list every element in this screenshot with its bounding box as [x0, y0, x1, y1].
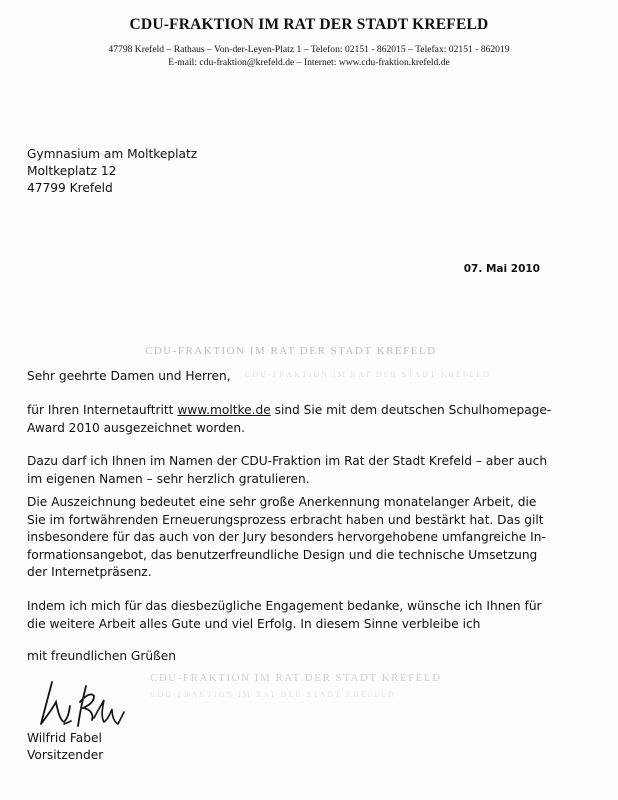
watermark-stamp-bottom-faint: CDU-FRAKTION IM RAT DER STADT KREFELD — [150, 690, 396, 699]
recipient-name: Gymnasium am Moltkeplatz — [27, 147, 198, 161]
letterhead-contact: E-mail: cdu-fraktion@krefeld.de – Internet: www.cdu-fraktion.krefeld.de — [168, 57, 450, 68]
paragraph-congratulations — [27, 453, 607, 488]
salutation: Sehr geehrte Damen und Herren, — [27, 369, 231, 383]
signer-block — [27, 730, 103, 764]
recipient-city: 47799 Krefeld — [27, 181, 113, 195]
paragraph-recognition-line4: formationsangebot, das benutzerfreundliche Design und die technische Umsetzung — [27, 547, 538, 562]
watermark-stamp-top-faint: CDU-FRAKTION IM RAT DER STADT KREFELD — [245, 370, 491, 379]
watermark-stamp-top: CDU-FRAKTION IM RAT DER STADT KREFELD — [145, 345, 437, 357]
paragraph-recognition-line3: insbesondere für das auch von der Jury besonders hervorgehobene umfangreiche In- — [27, 530, 546, 544]
signer-name: Wilfrid Fabel — [27, 731, 102, 745]
paragraph-congratulations-line1: Dazu darf ich Ihnen im Namen der CDU-Fraktion im Rat der Stadt Krefeld – aber auch — [27, 454, 548, 468]
paragraph-recognition-line2: Sie im fortwährenden Erneuerungsprozess erbracht haben und bestärkt hat. Das gilt — [27, 512, 544, 527]
signer-role: Vorsitzender — [27, 748, 104, 762]
paragraph-thanks — [27, 598, 607, 633]
handwritten-signature — [38, 672, 128, 734]
paragraph-award-text-b: sind Sie mit dem deutschen Schulhomepage- — [270, 403, 552, 417]
paragraph-award-text-a: für Ihren Internetauftritt — [27, 403, 178, 417]
letter-date: 07. Mai 2010 — [463, 263, 540, 275]
paragraph-award-line2: Award 2010 ausgezeichnet worden. — [27, 420, 245, 435]
paragraph-recognition-line5: der Internetpräsenz. — [27, 565, 152, 579]
paragraph-recognition-line1: Die Auszeichnung bedeutet eine sehr große Anerkennung monatelanger Arbeit, die — [27, 495, 537, 509]
recipient-address — [27, 146, 197, 197]
paragraph-thanks-line1: Indem ich mich für das diesbezügliche Engagement bedanke, wünsche ich Ihnen für — [27, 599, 542, 613]
recipient-street: Moltkeplatz 12 — [27, 164, 117, 178]
closing: mit freundlichen Grüßen — [27, 649, 176, 663]
watermark-stamp-bottom: CDU-FRAKTION IM RAT DER STADT KREFELD — [150, 672, 442, 684]
letterhead-title: CDU-FRAKTION IM RAT DER STADT KREFELD — [129, 16, 489, 33]
paragraph-recognition — [27, 494, 607, 582]
paragraph-congratulations-line2: im eigenen Namen – sehr herzlich gratulieren. — [27, 471, 310, 486]
letterhead-address: 47798 Krefeld – Rathaus – Von-der-Leyen-Platz 1 – Telefon: 02151 - 862015 – Telefax: 02151 - 862019 — [108, 44, 510, 55]
paragraph-award — [27, 402, 607, 437]
paragraph-thanks-line2: die weitere Arbeit alles Gute und viel Erfolg. In diesem Sinne verbleibe ich — [27, 616, 481, 631]
website-link[interactable]: www.moltke.de — [177, 403, 271, 417]
